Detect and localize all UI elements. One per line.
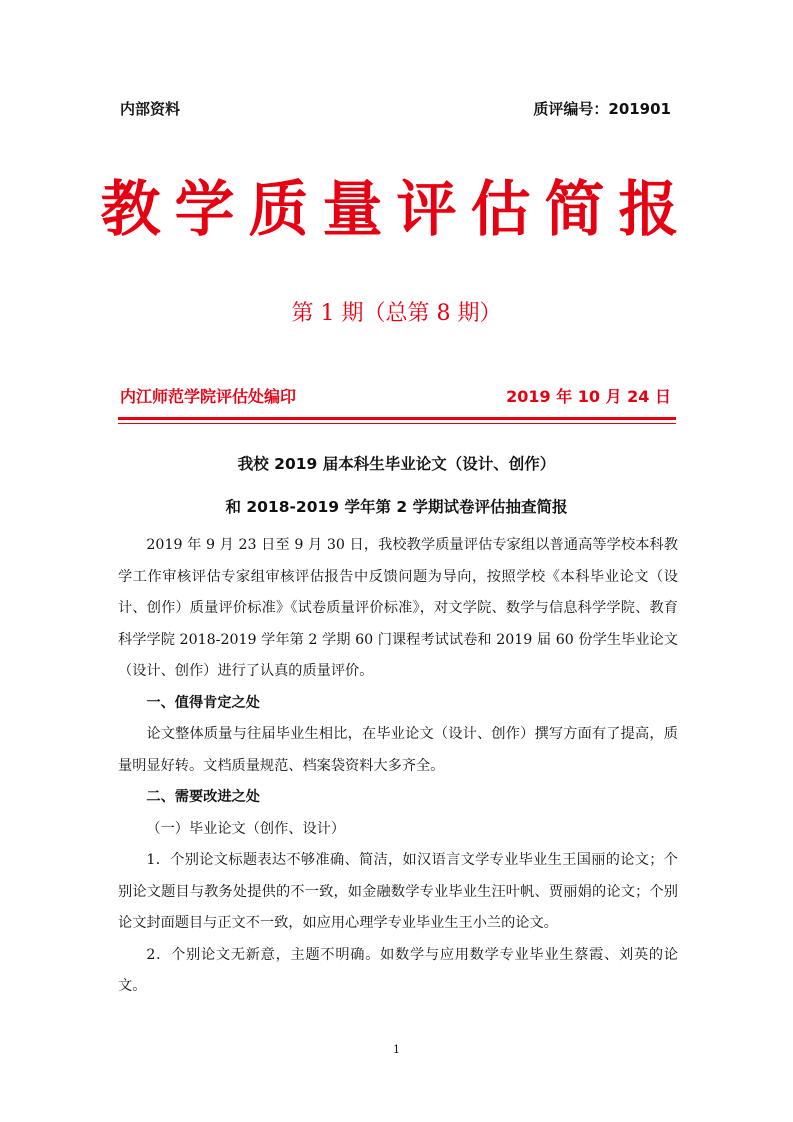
review-number: 质评编号：201901 <box>533 100 671 118</box>
section2-subheading: （一）毕业论文（创作、设计） <box>146 820 346 837</box>
publisher-line <box>120 384 671 407</box>
header-line <box>120 98 671 119</box>
red-rule-thick <box>118 417 676 420</box>
banner-title: 教学质量评估简报 <box>100 175 693 245</box>
publisher: 内江师范学院评估处编印 <box>120 387 297 406</box>
section1-paragraph: 论文整体质量与往届毕业生相比，在毕业论文（设计、创作）撰写方面有了提高，质量明显好转。文档质量规范、档案袋资料大多齐全。 <box>118 726 678 774</box>
page-number: 1 <box>393 1043 400 1056</box>
publish-date: 2019 年 10 月 24 日 <box>506 387 671 406</box>
report-title-line2: 和 2018-2019 学年第 2 学期试卷评估抽查简报 <box>225 498 568 516</box>
section2-heading: 二、需要改进之处 <box>146 789 260 805</box>
report-body <box>118 530 678 1003</box>
intro-paragraph: 2019 年 9 月 23 日至 9 月 30 日，我校教学质量评估专家组以普通高等学校本科教学工作审核评估专家组审核评估报告中反馈问题为导向，按照学校《本科毕业论文（设计、创作）质量评价标准》《试卷质量评价标准》，对文学院、数学与信息科学学院、教育科学学院 2018-2019 学年第 2 学期 60 门课程考试试卷和 2019 届 60 份学生毕业论文（设计、创作）进行了认真的质量评价。 <box>118 537 678 679</box>
internal-label: 内部资料 <box>120 100 181 118</box>
issue-number: 第 1 期（总第 8 期） <box>291 301 502 326</box>
section1-heading: 一、值得肯定之处 <box>146 694 260 711</box>
item-1: 1．个别论文标题表达不够准确、简洁，如汉语言文学专业毕业生王国丽的论文；个别论文题目与教务处提供的不一致，如金融数学专业毕业生汪叶帆、贾丽娟的论文；个别论文封面题目与正文不一致，如应用心理学专业毕业生王小兰的论文。 <box>118 852 678 931</box>
report-title-line1: 我校 2019 届本科生毕业论文（设计、创作） <box>237 455 556 473</box>
item-2: 2．个别论文无新意，主题不明确。如数学与应用数学专业毕业生蔡霞、刘英的论文。 <box>118 946 678 994</box>
red-rule-thin <box>118 423 676 424</box>
